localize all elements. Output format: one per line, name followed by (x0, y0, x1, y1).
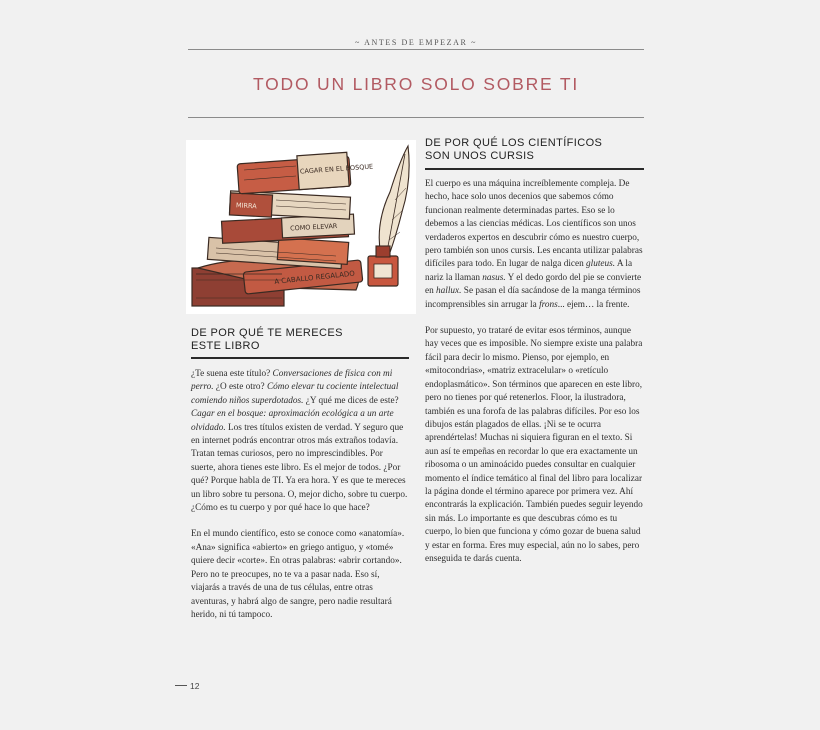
right-body (425, 178, 644, 566)
book-one (229, 191, 350, 219)
book-stack-drawing (186, 140, 416, 314)
chapter-title: TODO UN LIBRO SOLO SOBRE TI (252, 74, 580, 94)
text-run: A la nariz la llaman (425, 259, 633, 283)
text-run: Los tres títulos existen de verdad. Y seguro que en internet podrás encontrar otros más extraños todavía. Tratan temas curiosos, pero no imprescindibles. Por suerte, ahora tienes este libro. Es el mejor de todos. ¿Por qué? Porque habla de TI. Ya era hora. Y es que te mereces un libro sobre tu persona. O, mejor dicho, sobre tu cuerpo. ¿Cómo es tu cuerpo y por qué hace lo que hace? (191, 422, 408, 514)
folio-dash (175, 685, 187, 686)
text-run: El cuerpo es una máquina increíblemente compleja. De hecho, hace solo unos decenios que sabemos cómo funcionan realmente determinadas partes. Eso se lo debemos a las ciencias médicas. Los científicos son unos verdaderos expertos en descubrir cómo es nuestro cuerpo, pero también son unos cursis. Les encanta utilizar palabras difíciles para todo. En lugar de nalga dicen (425, 179, 643, 270)
text-run: ... ejem… la frente. (557, 299, 630, 310)
text-run: ¿O este otro? (213, 382, 267, 393)
left-body (191, 368, 409, 622)
latin-term: nasus. (482, 272, 506, 283)
inkwell-icon (368, 246, 398, 286)
text-run: Se pasan el día sacándose de la manga términos incomprensibles sin arrugar la (425, 286, 641, 310)
right-section-heading: DE POR QUÉ LOS CIENTÍFICOS SON UNOS CURSIS (425, 137, 603, 162)
latin-term: frons (539, 299, 558, 310)
top-book (237, 152, 373, 194)
spine-label-1: CAGAR EN EL BOSQUE (299, 162, 374, 176)
running-head: ~ ANTES DE EMPEZAR ~ (355, 38, 477, 47)
right-paragraph-2: Por supuesto, yo trataré de evitar esos términos, aunque hay veces que es imposible. No siempre existe una palabra fácil para decir lo mismo. Pienso, por ejemplo, en «mitocondrias», «matriz extracelular» o «retículo endoplasmático». Son términos que aparecen en este libro, pero no tienes por qué retenerlos. Floor, la ilustradora, también es una forofa de las palabras difíciles. Por eso los dibujos están plagados de ellas. ¡Ni se te ocurra aprendértelas! Muchas ni siquiera figuran en el texto. Si aun así te empeñas en recordar lo que era exactamente un ribosoma o un aminoácido puedes consultar en cualquier momento el índice temático al final del libro para localizar la página donde el término aparece por primera vez. Ahí encontrarás la explicación. También puedes seguir leyendo sin más. Lo importante es que descubras cómo es tu cuerpo, lo bien que funciona y cómo gozar de buena salud y estar en forma. Eres muy especial, aún no lo sabes, pero enseguida te darás cuenta. (425, 326, 643, 564)
books-illustration (186, 140, 416, 314)
left-heading-rule (191, 357, 409, 359)
spine-label-4: A CABALLO REGALADO (273, 269, 356, 286)
text-run: Y el dedo gordo del pie se convierte en (425, 272, 642, 297)
text-run: ¿Te suena este título? (191, 369, 273, 379)
title-bottom-rule (188, 117, 644, 118)
right-heading-rule (425, 168, 644, 170)
text-run: ¿Y qué me dices de este? (303, 395, 399, 406)
spine-label-3: COMO ELEVAR (289, 221, 338, 233)
latin-term: gluteus. (586, 259, 616, 270)
latin-term: hallux. (436, 286, 462, 297)
book-title-3: Cagar en el bosque: aproximación ecológica a un arte olvidado. (191, 409, 394, 433)
book-title-1: Conversaciones de física con mi perro. (191, 369, 393, 393)
left-paragraph-2: En el mundo científico, esto se conoce como «anatomía». «Ana» significa «abierto» en griego antiguo, y «tomé» quiere decir «corte». En otras palabras: «abrir cortando». Pero no te preocupes, no te va a pasar nada. Eso sí, viajarás a través de una de tus células, entre otras aventuras, y habrá algo de sangre, pero nadie resultará herido, ni tú tampoco. (191, 529, 405, 620)
top-rule (188, 49, 644, 50)
left-paragraph-1 (191, 368, 409, 515)
spine-label-2: MIRRA (235, 201, 257, 211)
left-section-heading: DE POR QUÉ TE MERECES ESTE LIBRO (191, 327, 343, 352)
page-number: 12 (190, 681, 200, 691)
right-paragraph-1 (425, 178, 644, 312)
book-title-2: Cómo elevar tu cociente intelectual comiendo niños superdotados. (191, 382, 399, 406)
